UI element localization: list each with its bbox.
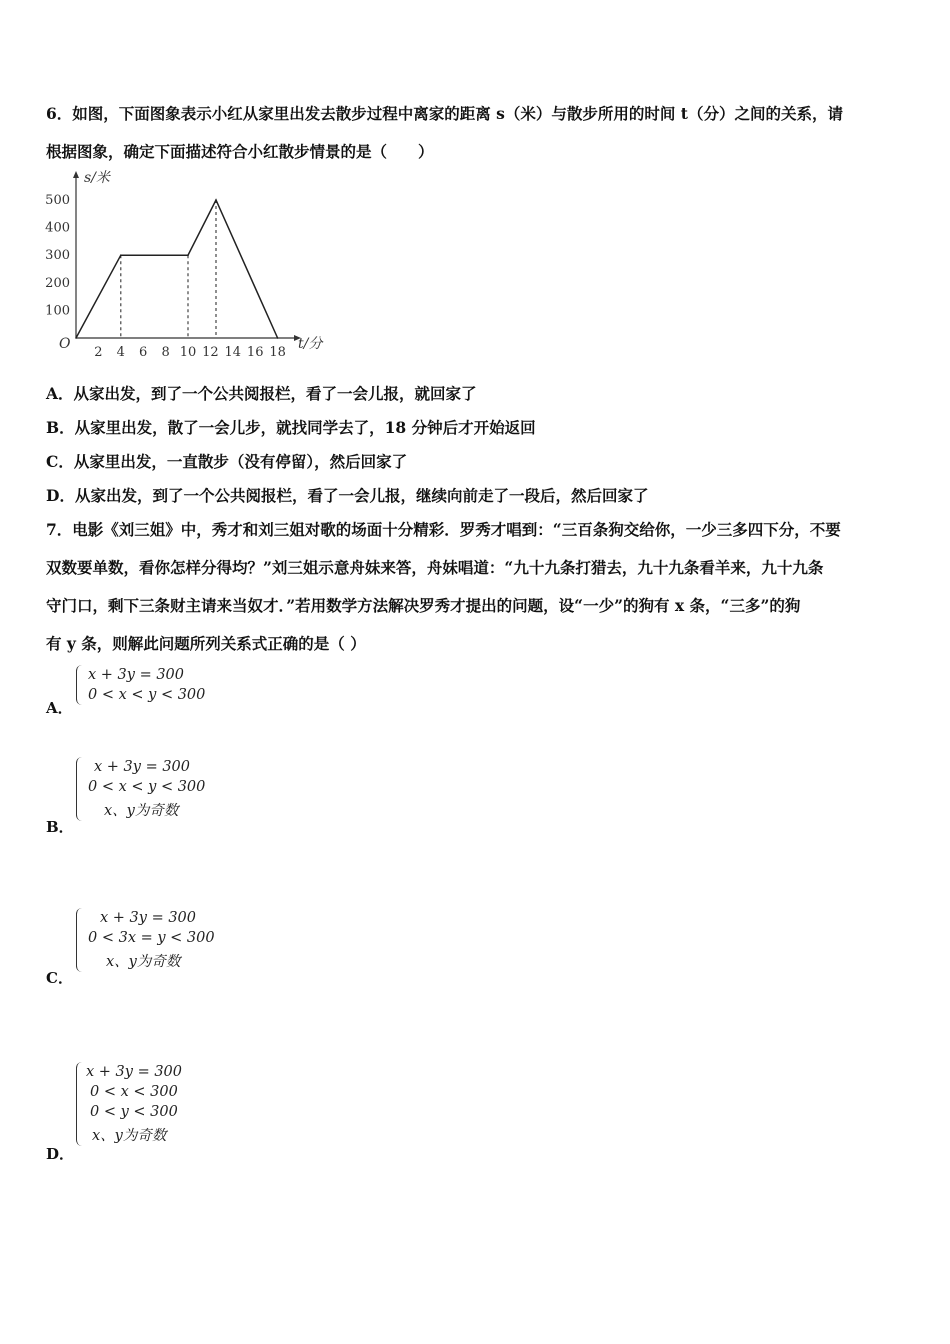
y-tick-label: 300	[45, 248, 70, 264]
y-axis-label: s/米	[84, 170, 110, 186]
q7-option-c-system	[76, 908, 215, 972]
q6-option-c: C．从家里出发，一直散步（没有停留），然后回家了	[46, 452, 408, 471]
inequality-row: 0 < x < 300	[90, 1084, 178, 1100]
data-point	[120, 254, 122, 256]
data-point	[215, 199, 217, 201]
q7-option-b-label: B．	[46, 818, 74, 836]
inequality-row: 0 < 3x = y < 300	[88, 930, 215, 946]
q7-option-c-label: C．	[46, 969, 73, 987]
q7-option-d-system	[76, 1062, 182, 1146]
q6-option-b: B．从家里出发，散了一会儿步，就找同学去了，18 分钟后才开始返回	[46, 418, 536, 437]
x-tick-label: 18	[269, 345, 286, 360]
equation-row: x + 3y = 300	[100, 910, 197, 926]
chart-series	[75, 199, 278, 339]
x-tick-label: 2	[94, 345, 103, 360]
brace-icon	[76, 908, 85, 972]
condition-row: x、y为奇数	[106, 954, 181, 970]
x-tick-label: 12	[202, 345, 219, 360]
x-tick-label: 4	[116, 345, 125, 360]
q7-option-b-system	[76, 757, 205, 821]
chart-guides	[121, 200, 216, 338]
y-tick-label: 400	[45, 220, 70, 236]
inequality-row: 0 < y < 300	[90, 1104, 178, 1120]
q7-option-a-system	[76, 665, 205, 705]
y-tick-label: 100	[45, 303, 70, 319]
brace-icon	[76, 1062, 85, 1146]
equation-row: x + 3y = 300	[88, 667, 185, 683]
q7-stem-line-3: 守门口，剩下三条财主请来当奴才．”若用数学方法解决罗秀才提出的问题，设“一少”的狗有 x 条，“三多”的狗	[46, 596, 801, 615]
condition-row: x、y为奇数	[92, 1128, 167, 1144]
q7-stem-line-2: 双数要单数，看你怎样分得均？”刘三姐示意舟妹来答，舟妹唱道：“九十九条打猎去，九十九条看羊来，九十九条	[46, 558, 824, 577]
inequality-row: 0 < x < y < 300	[88, 779, 206, 795]
q7-option-d-label: D．	[46, 1145, 75, 1163]
x-tick-label: 6	[139, 345, 148, 360]
equation-row: x + 3y = 300	[86, 1064, 183, 1080]
x-axis-label: t/分	[298, 336, 323, 352]
distance-time-chart	[44, 168, 344, 360]
brace-icon	[76, 757, 85, 821]
q7-stem-line-1: 7．电影《刘三姐》中，秀才和刘三姐对歌的场面十分精彩．罗秀才唱到：“三百条狗交给你，一少三多四下分，不要	[46, 520, 841, 539]
y-tick-label: 200	[45, 275, 70, 291]
equation-row: x + 3y = 300	[94, 759, 191, 775]
y-tick-label: 500	[45, 193, 70, 208]
q7-stem-line-4: 有 y 条，则解此问题所列关系式正确的是（ ）	[46, 634, 366, 653]
inequality-row: 0 < x < y < 300	[88, 687, 206, 703]
data-point	[277, 337, 279, 339]
data-point	[75, 337, 77, 339]
x-tick-label: 10	[179, 345, 197, 360]
x-tick-label: 8	[161, 345, 170, 360]
origin-label: O	[59, 336, 71, 352]
distance-series-line	[76, 200, 278, 338]
data-point	[187, 254, 189, 256]
brace-icon	[76, 665, 85, 705]
condition-row: x、y为奇数	[104, 803, 179, 819]
q6-stem-line-1: 6．如图，下面图象表示小红从家里出发去散步过程中离家的距离 s（米）与散步所用的时间 t（分）之间的关系，请	[46, 104, 843, 123]
y-axis-arrow-icon	[73, 171, 79, 178]
q6-option-a: A．从家出发，到了一个公共阅报栏，看了一会儿报，就回家了	[46, 384, 477, 403]
q7-option-a-label: A．	[46, 699, 73, 717]
chart-axes	[59, 170, 324, 352]
x-tick-label: 14	[224, 345, 242, 360]
q6-stem-line-2: 根据图象，确定下面描述符合小红散步情景的是（ ）	[46, 142, 434, 161]
q6-option-d: D．从家出发，到了一个公共阅报栏，看了一会儿报，继续向前走了一段后，然后回家了	[46, 486, 649, 505]
x-tick-label: 16	[246, 345, 264, 360]
